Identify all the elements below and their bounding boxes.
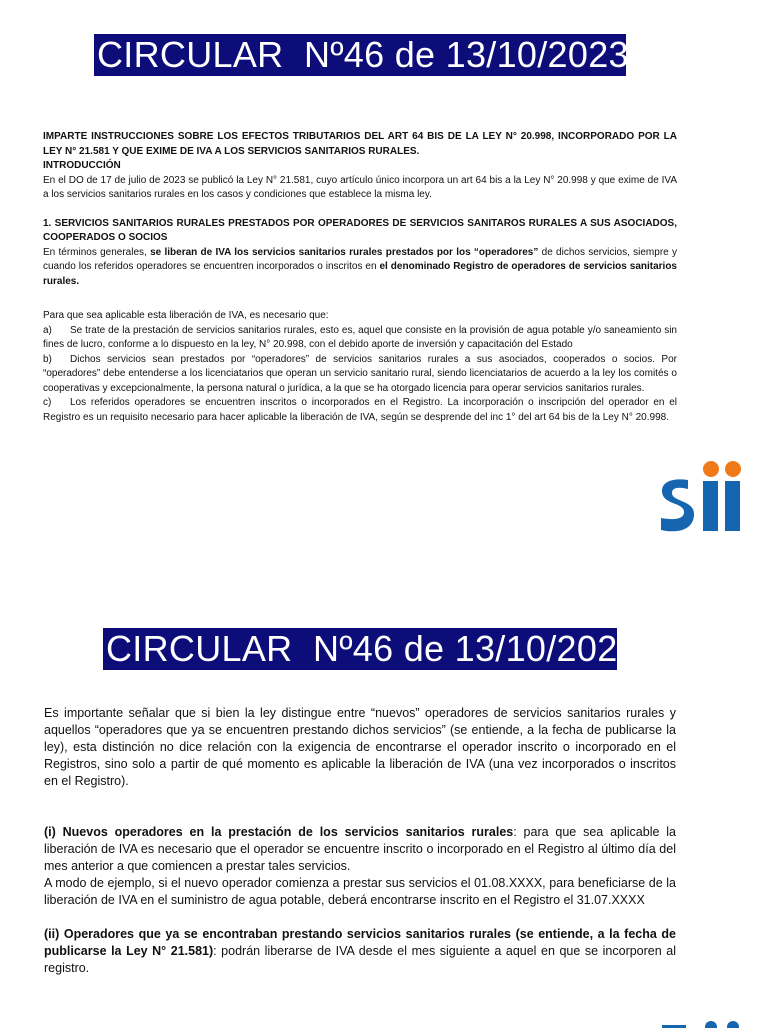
paragraph-new-operators	[44, 824, 676, 875]
intro-heading: INTRODUCCIÓN	[43, 160, 121, 171]
section-1-text-b: se liberan de IVA los servicios sanitarios rurales prestados por los “operadores”	[150, 246, 539, 258]
condition-text: Se trate de la prestación de servicios sanitarios rurales, esto es, aquel que consiste en la provisión de agua potable y/o saneamiento sin fines de lucro, conforme a lo dispuesto en la ley, N° 20.998, con el debido aporte de inversión y capacitación del Estado	[43, 324, 677, 350]
paragraph-example: A modo de ejemplo, si el nuevo operador comienza a prestar sus servicios el 01.08.XXXX, para beneficiarse de la liberación de IVA en el suministro de agua potable, deberá encontrarse inscrito en el Registro el 31.07.XXXX	[44, 876, 676, 907]
circular-title-banner: CIRCULAR Nº46 de 13/10/2023	[94, 34, 626, 76]
paragraph-existing-operators	[44, 926, 676, 977]
existing-operators-text: : podrán liberarse de IVA desde el mes siguiente a aquel en que se incorporen al registro.	[44, 944, 676, 975]
sii-logo	[658, 460, 742, 534]
slide-2-body	[44, 705, 676, 977]
condition-item	[43, 324, 677, 353]
condition-item	[43, 353, 677, 397]
new-operators-text: : para que sea aplicable la liberación de IVA es necesario que el operador se encuentre inscrito o incorporado en el Registro al último día del mes anterior a que comiencen a prestar tales servicios.	[44, 825, 676, 873]
section-1-text-a: En términos generales,	[43, 246, 151, 258]
intro-text: En el DO de 17 de julio de 2023 se publicó la Ley N° 21.581, cuyo artículo único incorpora un art 64 bis a la Ley N° 20.998 y que exime de IVA a los servicios sanitarios rurales en los casos y condiciones que establece la misma ley.	[43, 174, 677, 200]
section-1-heading: 1. SERVICIOS SANITARIOS RURALES PRESTADOS POR OPERADORES DE SERVICIOS SANITAROS RURALES A SUS ASOCIADOS, COOPERADOS O SOCIOS	[43, 217, 677, 243]
section-1-text-c: de dichos servicios, siempre y cuando los referidos operadores se encuentren incorporados o inscritos en	[43, 246, 677, 272]
condition-label: a)	[43, 324, 52, 336]
slide-2	[0, 590, 768, 1024]
existing-operators-heading: (ii) Operadores que ya se encontraban prestando servicios sanitarios rurales (se entiende, a la fecha de publicarse la Ley N° 21.581)	[44, 927, 676, 958]
circular-title-banner: CIRCULAR Nº46 de 13/10/2023	[103, 628, 617, 670]
document-heading: IMPARTE INSTRUCCIONES SOBRE LOS EFECTOS TRIBUTARIOS DEL ART 64 BIS DE LA LEY N° 20.998, INCORPORADO POR LA LEY N° 21.581 Y QUE EXIME DE IVA A LOS SERVICIOS SANITARIOS RURALES.	[43, 131, 677, 157]
paragraph-distinction: Es importante señalar que si bien la ley distingue entre “nuevos” operadores de servicios sanitarios rurales y aquellos “operadores que ya se encuentren prestando dichos servicios” (se entiende, a la fecha de publicarse la ley), esta distinción no dice relación con la exigencia de encontrarse el operador inscrito o incorporado en el Registros, sino solo a partir de qué momento es aplicable la liberación de IVA (una vez incorporados o inscritos en el Registro).	[44, 706, 676, 788]
section-1-paragraph	[43, 246, 677, 290]
condition-item	[43, 396, 677, 425]
new-operators-heading: (i) Nuevos operadores en la prestación de los servicios sanitarios rurales	[44, 825, 514, 839]
section-1-text-d: el denominado Registro de operadores de servicios sanitarios rurales.	[43, 261, 677, 287]
slide-1-body	[43, 130, 677, 425]
conditions-intro: Para que sea aplicable esta liberación de IVA, es necesario que:	[43, 310, 329, 321]
condition-text: Dichos servicios sean prestados por “operadores” de servicios sanitarios rurales a sus asociados, cooperados o socios. Por “operadores” debe entenderse a los licenciatarios que operan un servicio sanitario rural, siendo licenciatarios de acuerdo a la ley los comités o cooperativas y excepcionalmente, la persona natural o jurídica, a la que se ha otorgado licencia para operar servicios sanitarios rurales.	[43, 353, 677, 394]
condition-label: b)	[43, 353, 52, 365]
condition-label: c)	[43, 397, 52, 408]
condition-text: Los referidos operadores se encuentren inscritos o incorporados en el Registro. La incorporación o inscripción del operador en el Registro es un requisito necesario para hacer aplicable la liberación de IVA, según se desprende del inc 1° del art 64 bis de la Ley N° 20.998.	[43, 397, 677, 423]
sii-logo-partial	[658, 1018, 742, 1028]
